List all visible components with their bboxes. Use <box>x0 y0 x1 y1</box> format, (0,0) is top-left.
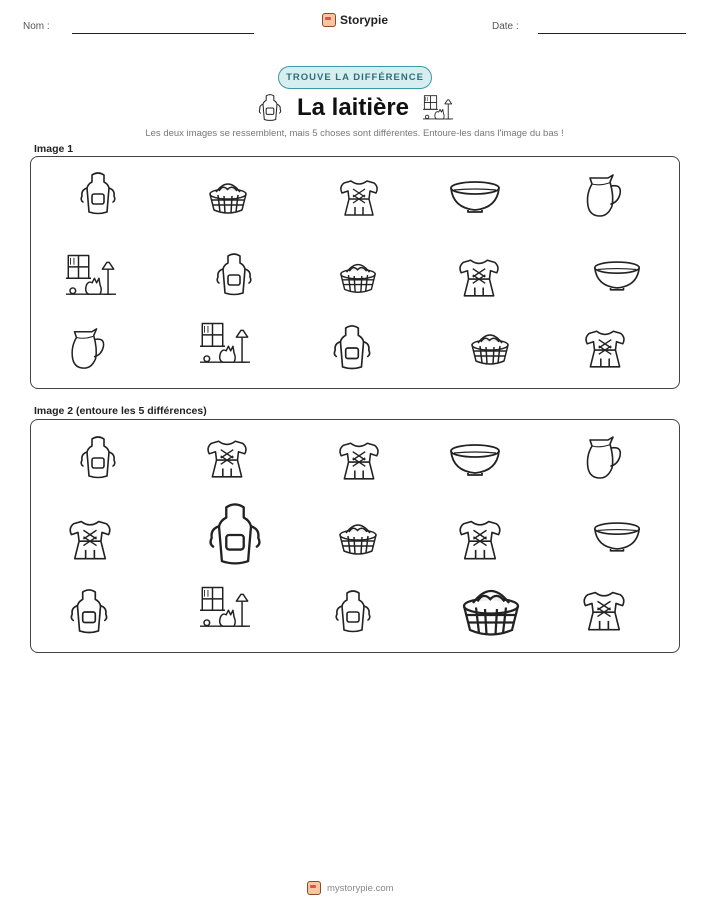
dress-icon[interactable] <box>580 586 628 634</box>
pitcher-icon <box>580 172 626 220</box>
date-label: Date : <box>492 21 519 32</box>
window-cat-icon[interactable] <box>200 584 250 632</box>
bread-basket-icon[interactable] <box>458 578 524 640</box>
dress-icon[interactable] <box>456 515 504 563</box>
window-cat-icon <box>423 94 453 122</box>
dress-icon <box>337 175 381 219</box>
bread-basket-icon <box>468 326 512 368</box>
dress-icon <box>582 324 628 372</box>
name-label: Nom : <box>23 21 50 32</box>
apron-icon[interactable] <box>68 588 110 636</box>
date-line[interactable] <box>538 33 686 34</box>
pitcher-icon <box>64 326 110 372</box>
brand-name: Storypie <box>340 13 389 27</box>
dress-icon <box>456 254 502 300</box>
dress-icon[interactable] <box>204 434 250 482</box>
bowl-icon <box>448 178 502 214</box>
apron-icon[interactable] <box>78 433 118 483</box>
window-cat-icon <box>200 320 250 368</box>
footer <box>307 881 394 895</box>
instructions: Les deux images se ressemblent, mais 5 choses sont différentes. Entoure-les dans l'image du bas ! <box>145 128 564 139</box>
apron-icon[interactable] <box>202 503 268 567</box>
dress-icon[interactable] <box>336 436 382 484</box>
apron-icon <box>78 170 118 218</box>
image1-label: Image 1 <box>34 143 74 155</box>
image2-label: Image 2 (entoure les 5 différences) <box>34 405 207 417</box>
bowl-icon[interactable] <box>448 440 502 478</box>
name-line[interactable] <box>72 33 254 34</box>
page-title: La laitière <box>296 94 410 121</box>
brand-logo <box>322 13 388 27</box>
storypie-logo-icon <box>322 13 336 27</box>
footer-url[interactable]: mystorypie.com <box>327 882 394 894</box>
apron-icon <box>214 252 254 298</box>
pitcher-icon[interactable] <box>580 434 626 482</box>
apron-icon <box>331 324 373 372</box>
apron-icon <box>257 94 283 122</box>
bread-basket-icon <box>337 256 379 296</box>
bread-basket-icon[interactable] <box>336 516 380 558</box>
dress-icon[interactable] <box>66 515 114 563</box>
window-cat-icon <box>66 252 116 300</box>
bowl-icon[interactable] <box>592 518 642 554</box>
bowl-icon <box>592 258 642 292</box>
activity-badge: TROUVE LA DIFFÉRENCE <box>278 66 432 89</box>
bread-basket-icon <box>206 176 250 216</box>
apron-icon[interactable] <box>333 588 373 636</box>
title-row <box>240 92 470 124</box>
storypie-logo-icon <box>307 881 321 895</box>
